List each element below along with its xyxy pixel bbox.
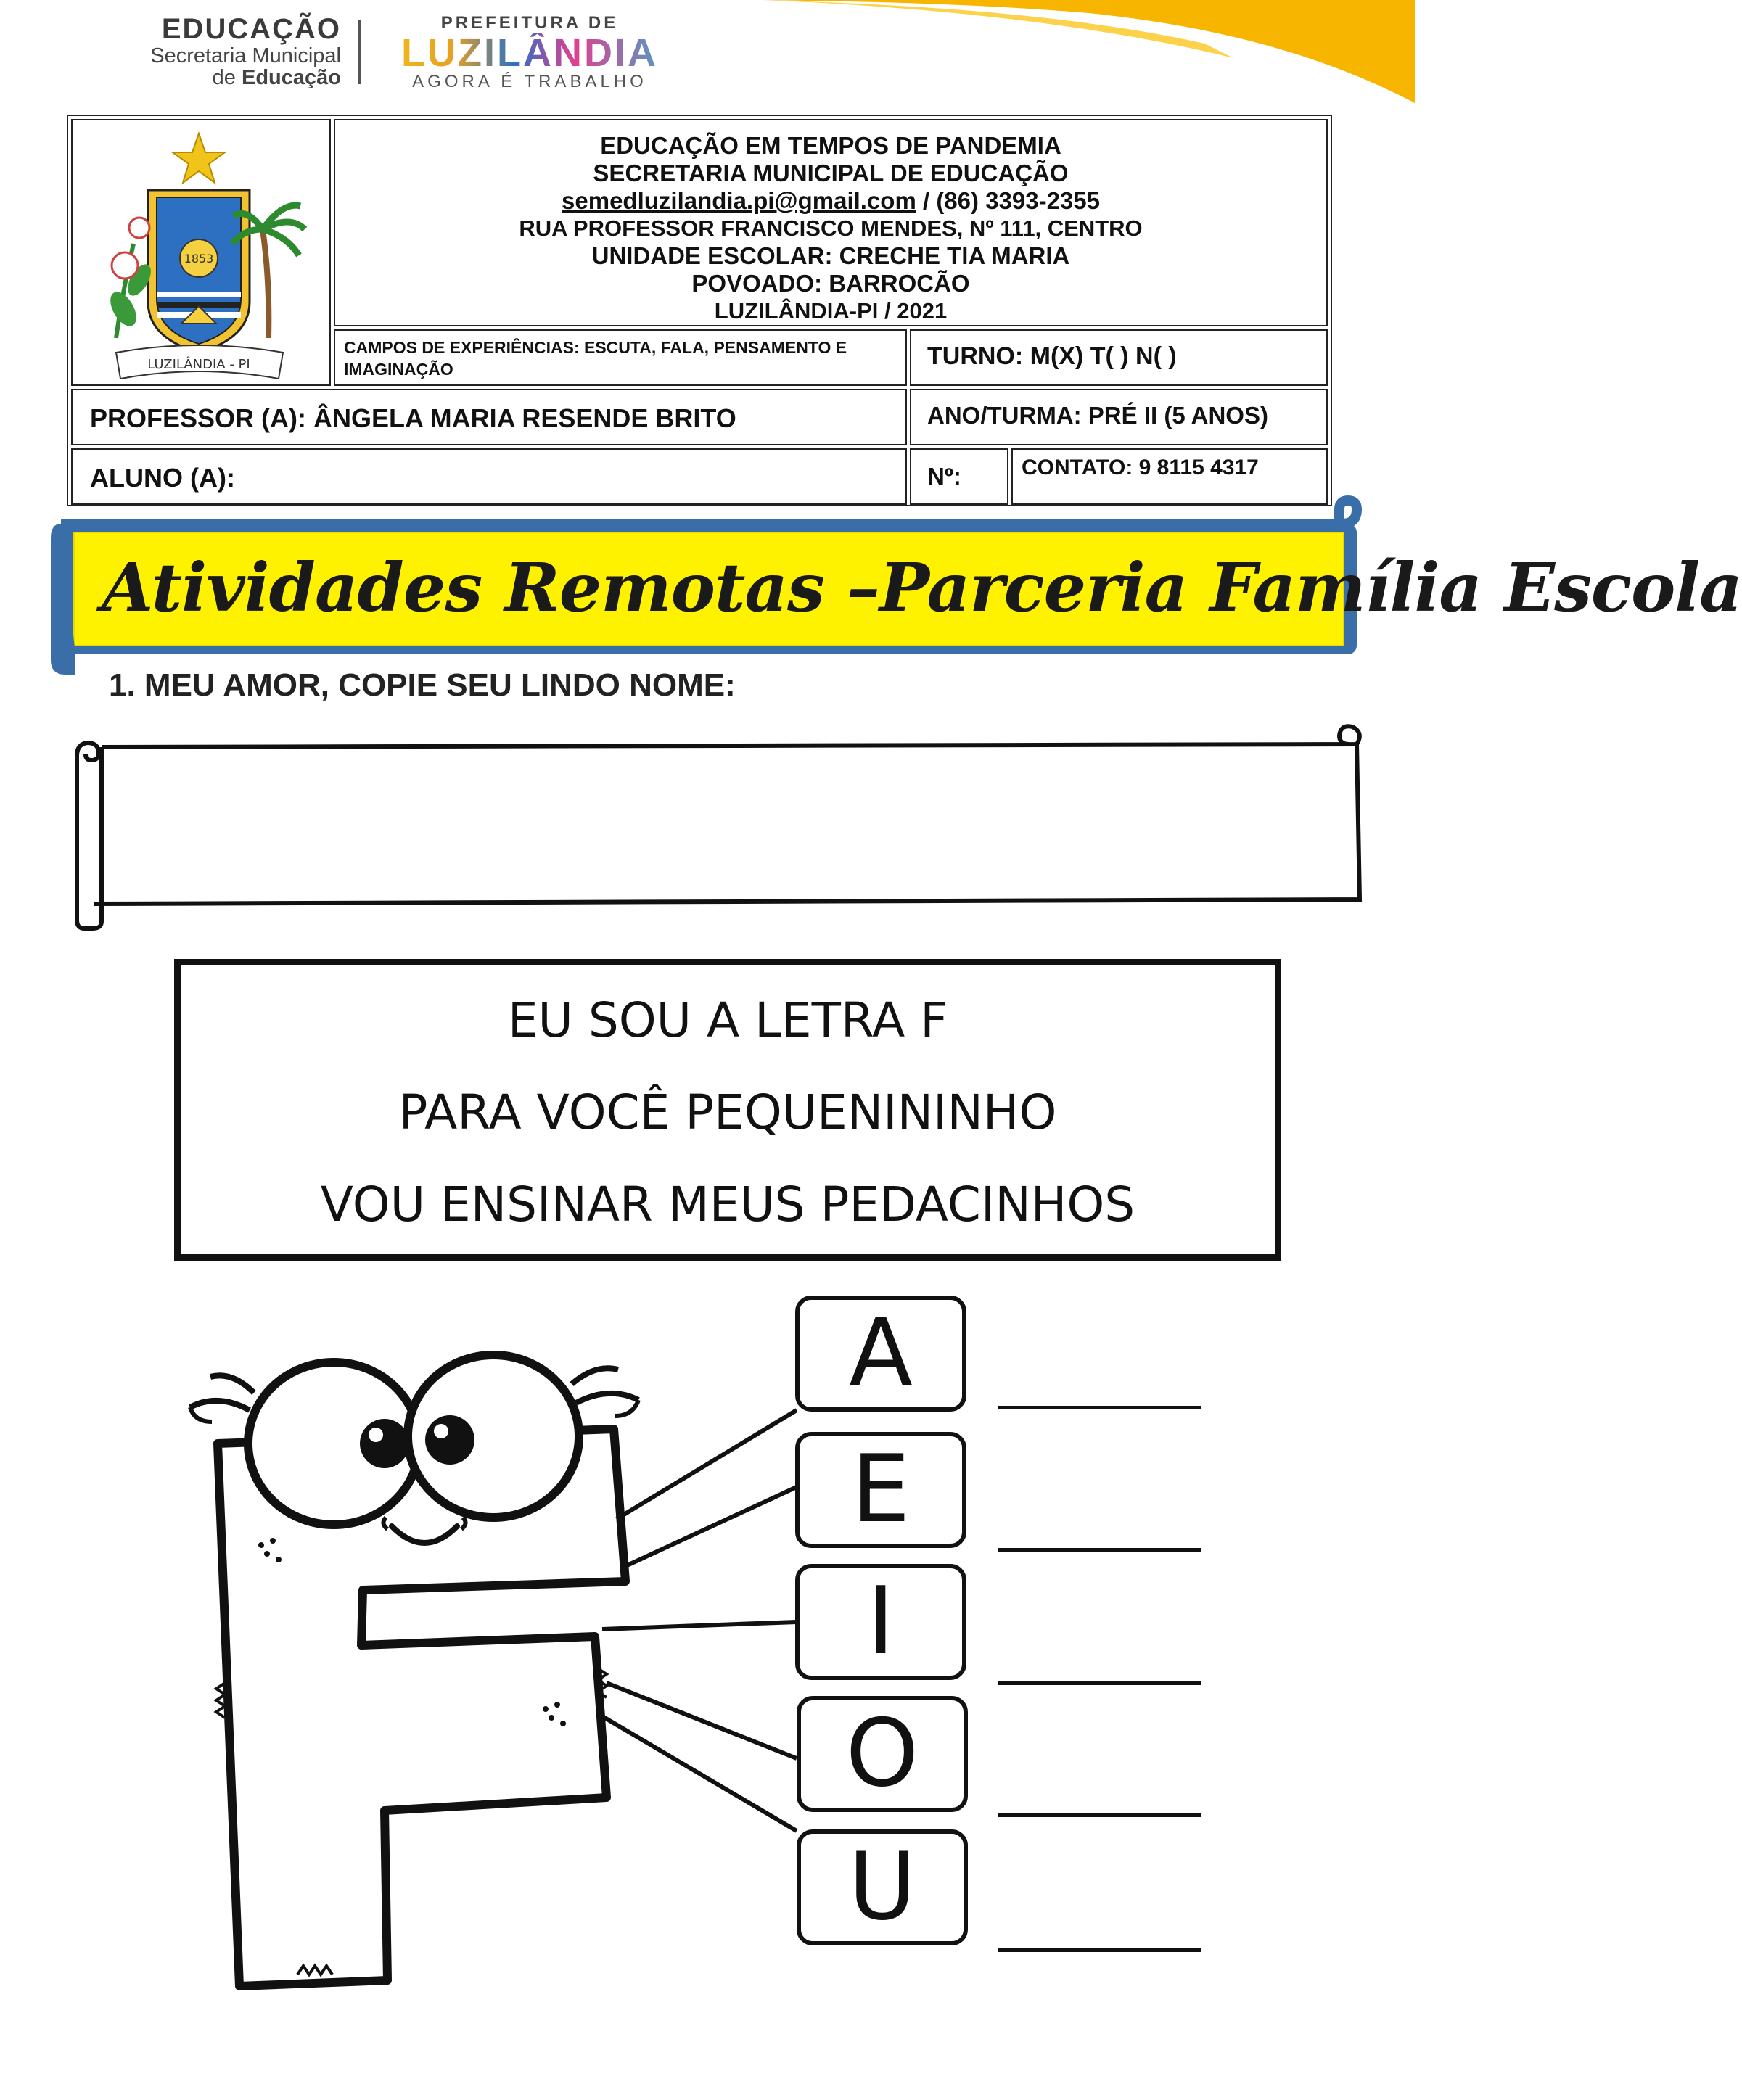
educacao-sub2-bold: Educação xyxy=(242,66,341,89)
verse-line-2: PARA VOCÊ PEQUENININHO xyxy=(398,1084,1057,1140)
answer-line-fi[interactable] xyxy=(998,1681,1201,1685)
coat-of-arms-icon xyxy=(73,120,329,384)
vowel-box-u: U xyxy=(797,1829,968,1945)
educacao-logo xyxy=(94,13,341,93)
professor-cell: PROFESSOR (A): ÂNGELA MARIA RESENDE BRITO xyxy=(71,389,907,445)
info-city-year: LUZILÂNDIA-PI / 2021 xyxy=(714,298,948,324)
vowel-box-i: I xyxy=(795,1564,966,1680)
info-village: POVOADO: BARROCÃO xyxy=(691,270,970,297)
letter-f-illustration xyxy=(0,1277,1486,2002)
vowel-box-a: A xyxy=(795,1296,966,1412)
educacao-sub2-prefix: de xyxy=(212,66,242,89)
info-contact-line xyxy=(335,187,1326,215)
prefeitura-logo-top: PREFEITURA DE xyxy=(440,13,619,33)
answer-line-fo[interactable] xyxy=(998,1813,1201,1817)
info-title: EDUCAÇÃO EM TEMPOS DE PANDEMIA xyxy=(600,132,1061,159)
contato-cell: CONTATO: 9 8115 4317 xyxy=(1011,448,1328,505)
verse-box xyxy=(174,959,1281,1261)
educacao-logo-title: EDUCAÇÃO xyxy=(161,13,341,45)
answer-line-fu[interactable] xyxy=(998,1948,1201,1952)
turno-cell: TURNO: M(X) T( ) N( ) xyxy=(910,329,1328,386)
name-writing-scroll[interactable] xyxy=(58,718,1379,936)
prefeitura-logo-city: LUZILÂNDIA xyxy=(377,33,682,73)
prefeitura-logo-slogan: AGORA É TRABALHO xyxy=(412,72,647,91)
logo-divider xyxy=(358,20,361,84)
ano-turma-cell: ANO/TURMA: PRÉ II (5 ANOS) xyxy=(910,389,1328,445)
vowel-box-o: O xyxy=(797,1696,968,1812)
prefeitura-logo xyxy=(377,13,682,93)
phone-number: / (86) 3393-2355 xyxy=(916,187,1100,214)
banner-title: Atividades Remotas –Parceria Família Escola xyxy=(102,548,1742,627)
educacao-logo-subtitle: Secretaria Municipal xyxy=(150,44,341,67)
answer-line-fe[interactable] xyxy=(998,1548,1201,1552)
crest-year-text: 1853 xyxy=(184,252,214,265)
question-1-prompt: 1. MEU AMOR, COPIE SEU LINDO NOME: xyxy=(109,667,736,703)
info-school: UNIDADE ESCOLAR: CRECHE TIA MARIA xyxy=(591,242,1070,269)
crest-ribbon-label: LUZILÂNDIA - PI xyxy=(147,357,250,372)
school-info-cell xyxy=(334,119,1328,326)
crest-cell xyxy=(71,119,331,386)
campos-experiencias-cell: CAMPOS DE EXPERIÊNCIAS: ESCUTA, FALA, PENSAMENTO E IMAGINAÇÃO xyxy=(334,329,907,386)
info-address: RUA PROFESSOR FRANCISCO MENDES, Nº 111, CENTRO xyxy=(519,215,1143,241)
verse-line-1: EU SOU A LETRA F xyxy=(507,992,948,1048)
educacao-logo-subtitle-2 xyxy=(94,67,341,88)
email-link[interactable]: semedluzilandia.pi@gmail.com xyxy=(562,187,916,214)
aluno-name-field[interactable]: ALUNO (A): xyxy=(71,448,907,505)
numero-field[interactable]: Nº: xyxy=(910,448,1008,505)
info-secretaria: SECRETARIA MUNICIPAL DE EDUCAÇÃO xyxy=(593,160,1069,186)
vowel-box-e: E xyxy=(795,1432,966,1548)
answer-line-fa[interactable] xyxy=(998,1406,1201,1409)
verse-line-3: VOU ENSINAR MEUS PEDACINHOS xyxy=(320,1177,1135,1232)
